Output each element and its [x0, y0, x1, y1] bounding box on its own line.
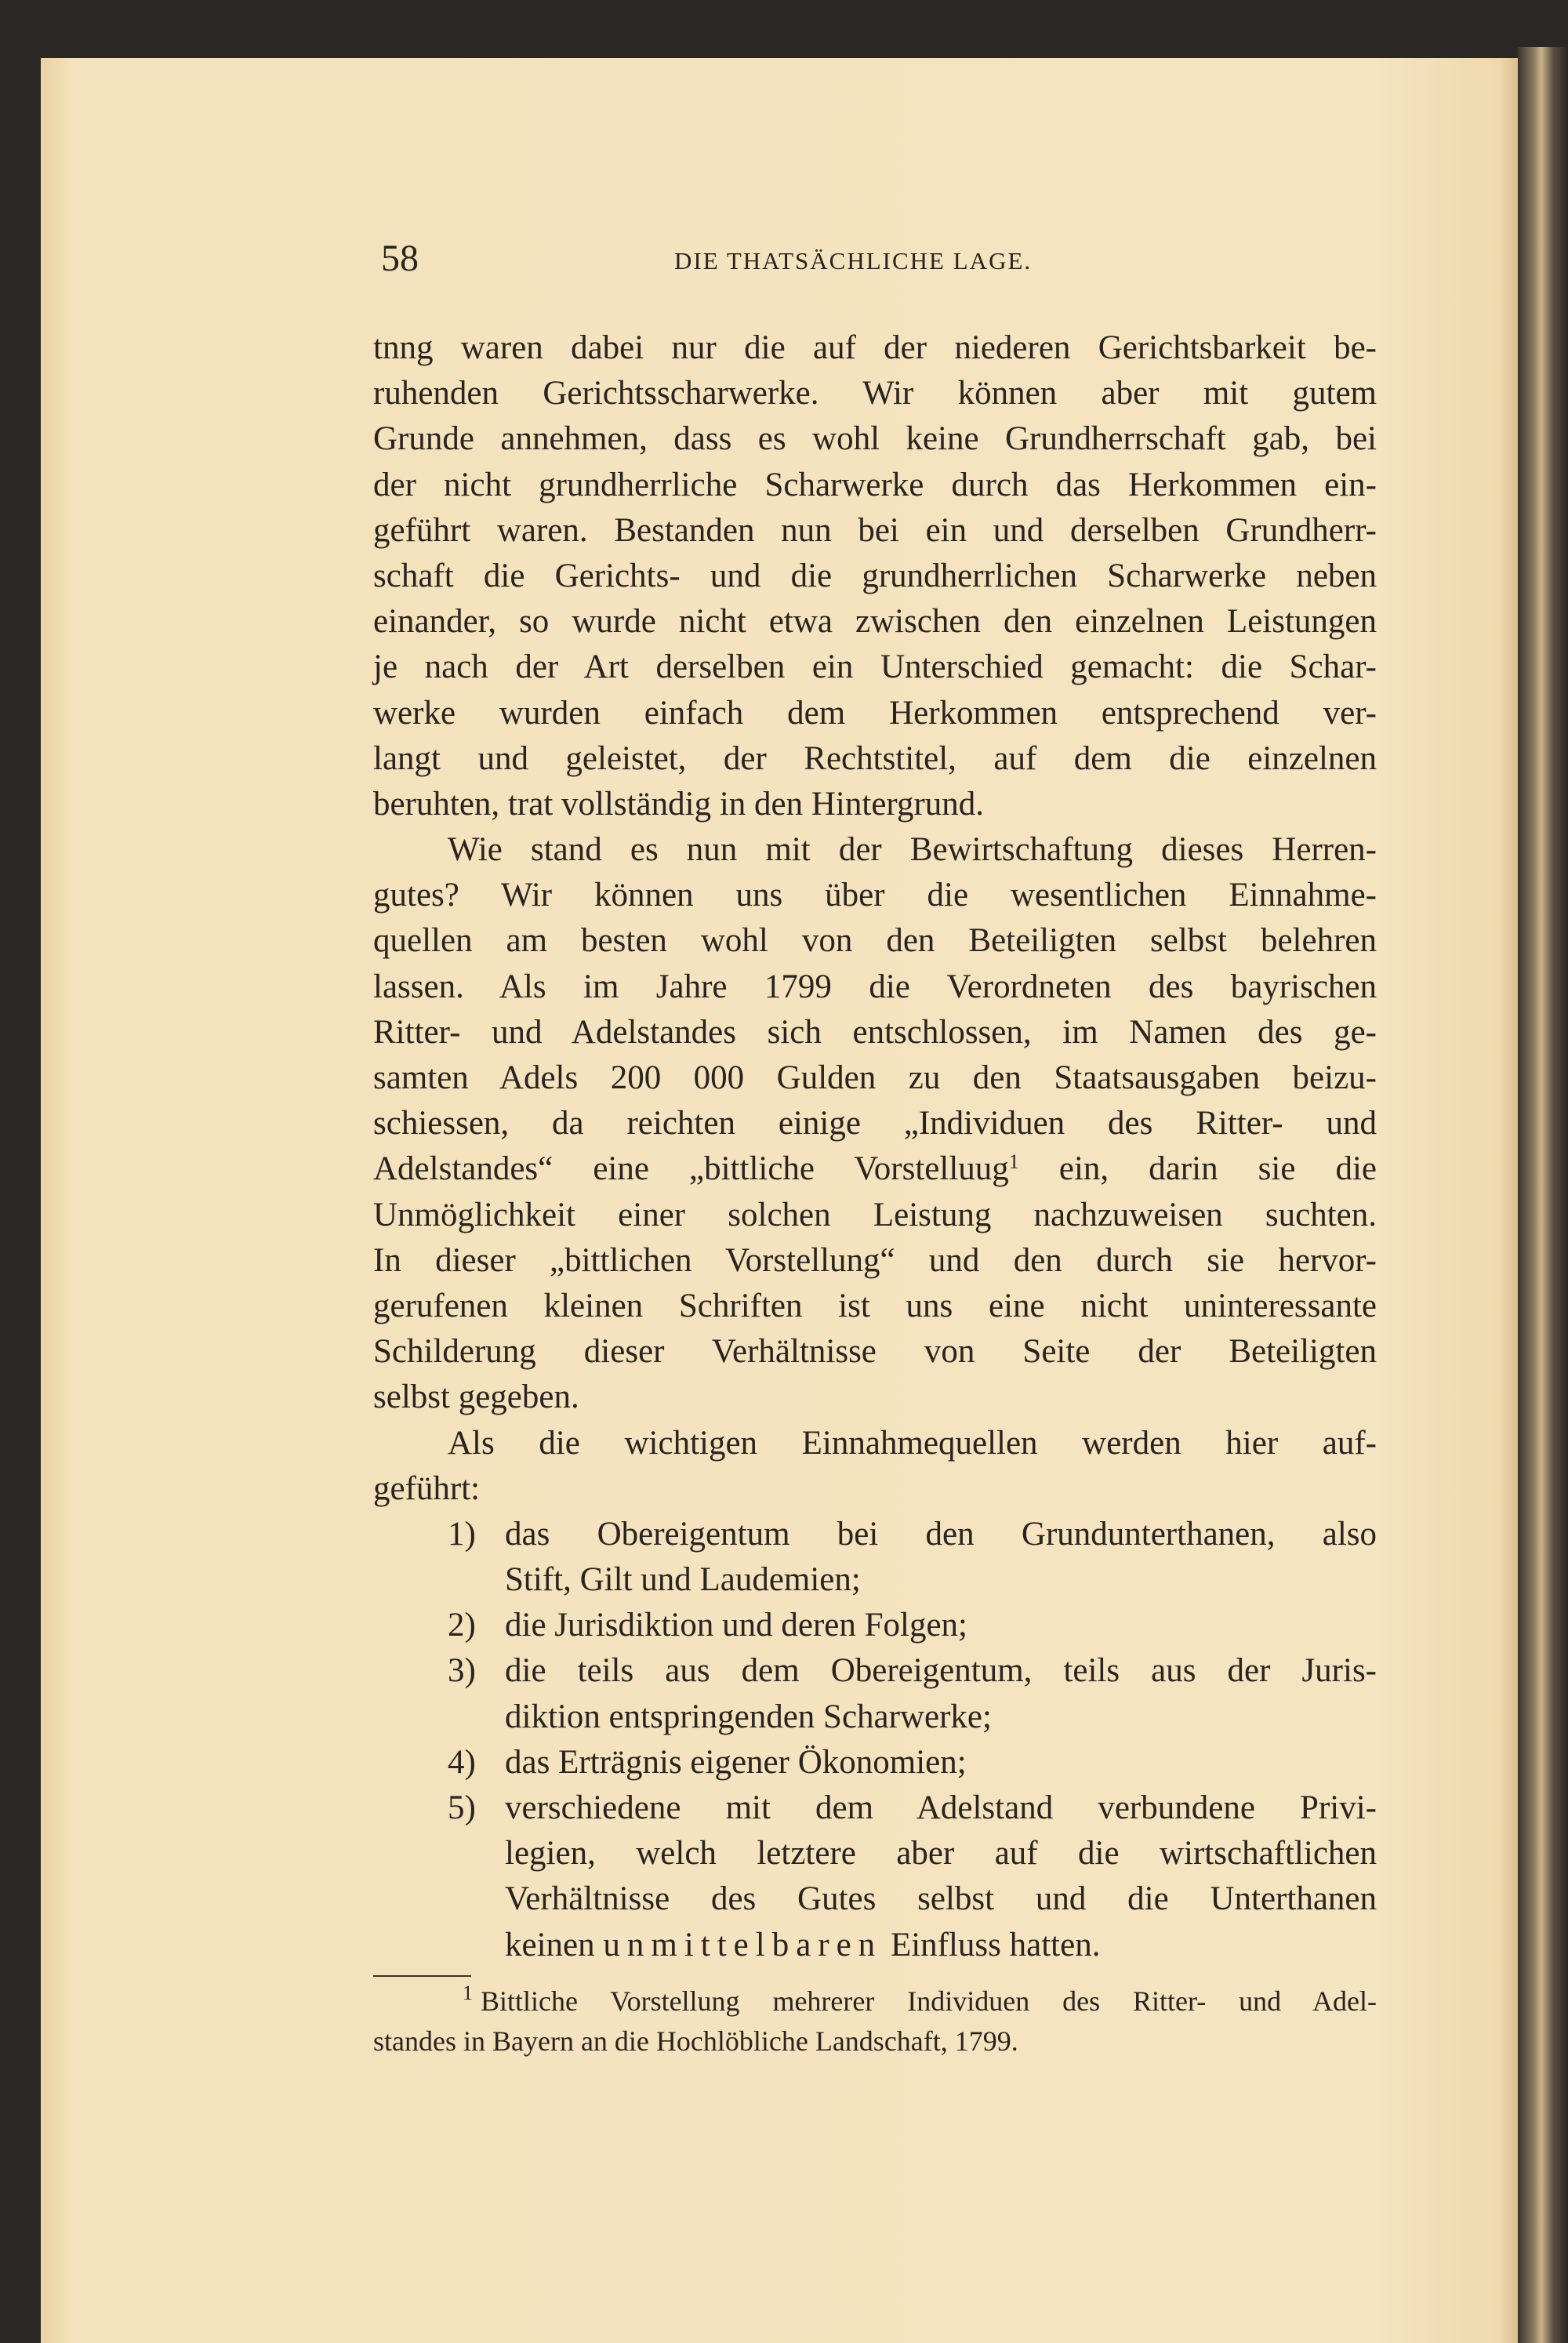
list-number: 3): [448, 1652, 476, 1690]
text-line: [373, 827, 1377, 873]
footnote: [373, 1982, 1377, 2061]
page-edge-gutter: [1518, 47, 1568, 2343]
list-item-line: [373, 1831, 1377, 1876]
list-item-line: [373, 1876, 1377, 1922]
line-text: einander, so wurde nicht etwa zwischen den einzelnen Leistungen: [373, 603, 1377, 641]
list-item-line: [373, 1557, 1377, 1603]
line-text: keinen: [505, 1926, 604, 1963]
line-text: diktion entspringenden Scharwerke;: [505, 1698, 992, 1735]
running-title: DIE THATSÄCHLICHE LAGE.: [674, 247, 1033, 274]
list-item-line: [373, 1603, 1377, 1648]
line-text: Stift, Gilt und Laudemien;: [505, 1561, 861, 1599]
footnote-reference: 1: [1008, 1150, 1019, 1174]
line-text: gerufenen kleinen Schriften ist uns eine nicht uninteressante: [373, 1287, 1377, 1324]
line-text: die teils aus dem Obereigentum, teils aus der Juris-: [505, 1652, 1377, 1690]
list-item-line: [373, 1512, 1377, 1557]
text-line: [373, 1146, 1377, 1192]
line-text: beruhten, trat vollständig in den Hintergrund.: [373, 785, 985, 823]
body-text: [373, 325, 1377, 1968]
line-text: Unmöglichkeit einer solchen Leistung nachzuweisen suchten.: [373, 1196, 1377, 1233]
list-number: 5): [448, 1789, 476, 1826]
line-text: schiessen, da reichten einige „Individuen des Ritter- und: [373, 1105, 1377, 1142]
text-line: [373, 1329, 1377, 1375]
text-line: [373, 325, 1377, 371]
page-number: 58: [381, 238, 419, 279]
text-line: [373, 599, 1377, 645]
list-item-line: [373, 1740, 1377, 1785]
line-text: Adelstandes“ eine „bittliche Vorstelluug: [373, 1150, 1009, 1188]
footnote-text: standes in Bayern an die Hochlöbliche Landschaft, 1799.: [373, 2025, 1018, 2057]
line-text: die Jurisdiktion und deren Folgen;: [505, 1607, 967, 1644]
line-text-cont: Einfluss hatten.: [882, 1926, 1101, 1963]
line-text: das Erträgnis eigener Ökonomien;: [505, 1743, 967, 1781]
line-text: je nach der Art derselben ein Unterschied gemacht: die Schar-: [373, 648, 1377, 686]
list-item-line: [373, 1923, 1377, 1968]
footnote-rule: [373, 1975, 471, 1977]
line-text: Als die wichtigen Einnahmequellen werden hier auf-: [448, 1424, 1377, 1462]
line-text: Verhältnisse des Gutes selbst und die Unterthanen: [505, 1880, 1377, 1918]
text-line: [373, 873, 1377, 918]
text-line: [373, 554, 1377, 599]
line-text: samten Adels 200 000 Gulden zu den Staatsausgaben beizu-: [373, 1059, 1377, 1096]
line-text-cont: ein, darin sie die: [1018, 1150, 1377, 1188]
footnote-text: Bittliche Vorstellung mehrerer Individuen des Ritter- und Adel-: [481, 1985, 1377, 2017]
text-line: [373, 1055, 1377, 1101]
text-line: [373, 1101, 1377, 1146]
text-line: [373, 1375, 1377, 1420]
text-line: [373, 964, 1377, 1010]
footnote-marker: 1: [463, 1982, 473, 2004]
list-number: 4): [448, 1743, 476, 1781]
line-text: tnng waren dabei nur die auf der niederen Gerichtsbarkeit be-: [373, 329, 1377, 366]
line-text: geführt:: [373, 1469, 481, 1507]
line-text: Ritter- und Adelstandes sich entschlossen, im Namen des ge-: [373, 1013, 1377, 1051]
text-line: [373, 918, 1377, 964]
list-number: 1): [448, 1515, 476, 1553]
line-text: Schilderung dieser Verhältnisse von Seite der Beteiligten: [373, 1333, 1377, 1371]
line-text: werke wurden einfach dem Herkommen entsprechend ver-: [373, 694, 1377, 732]
line-text: legien, welch letztere aber auf die wirtschaftlichen: [505, 1835, 1377, 1873]
footnote-line: [373, 1982, 1377, 2022]
text-line: [373, 782, 1377, 827]
list-item-line: [373, 1695, 1377, 1740]
list-item-line: [373, 1785, 1377, 1831]
line-text: selbst gegeben.: [373, 1379, 579, 1416]
text-line: [373, 1193, 1377, 1238]
text-line: [373, 645, 1377, 690]
text-line: [373, 1010, 1377, 1055]
line-text: schaft die Gerichts- und die grundherrlichen Scharwerke neben: [373, 557, 1377, 594]
text-line: [373, 371, 1377, 416]
text-line: [373, 463, 1377, 508]
text-line: [373, 736, 1377, 782]
text-line: [373, 508, 1377, 554]
line-text: langt und geleistet, der Rechtstitel, auf dem die einzelnen: [373, 739, 1377, 777]
text-line: [373, 416, 1377, 462]
text-line: [373, 1466, 1377, 1512]
line-text: das Obereigentum bei den Grundunterthanen, also: [505, 1515, 1377, 1553]
line-text: Grunde annehmen, dass es wohl keine Grundherrschaft gab, bei: [373, 420, 1377, 458]
emphasized-text: unmittelbaren: [603, 1926, 883, 1963]
line-text: verschiedene mit dem Adelstand verbundene Privi-: [505, 1789, 1377, 1826]
text-line: [373, 1238, 1377, 1284]
text-line: [373, 1421, 1377, 1466]
line-text: Wie stand es nun mit der Bewirtschaftung dieses Herren-: [448, 831, 1377, 869]
line-text: quellen am besten wohl von den Beteiligten selbst belehren: [373, 922, 1377, 960]
text-line: [373, 1284, 1377, 1329]
line-text: der nicht grundherrliche Scharwerke durch das Herkommen ein-: [373, 466, 1377, 503]
list-item-line: [373, 1648, 1377, 1694]
line-text: geführt waren. Bestanden nun bei ein und derselben Grundherr-: [373, 511, 1377, 549]
line-text: In dieser „bittlichen Vorstellung“ und den durch sie hervor-: [373, 1241, 1377, 1279]
line-text: ruhenden Gerichtsscharwerke. Wir können aber mit gutem: [373, 375, 1377, 412]
text-line: [373, 691, 1377, 736]
footnote-line: [373, 2022, 1377, 2061]
line-text: gutes? Wir können uns über die wesentlichen Einnahme-: [373, 877, 1377, 914]
list-number: 2): [448, 1607, 476, 1644]
line-text: lassen. Als im Jahre 1799 die Verordneten des bayrischen: [373, 968, 1377, 1005]
